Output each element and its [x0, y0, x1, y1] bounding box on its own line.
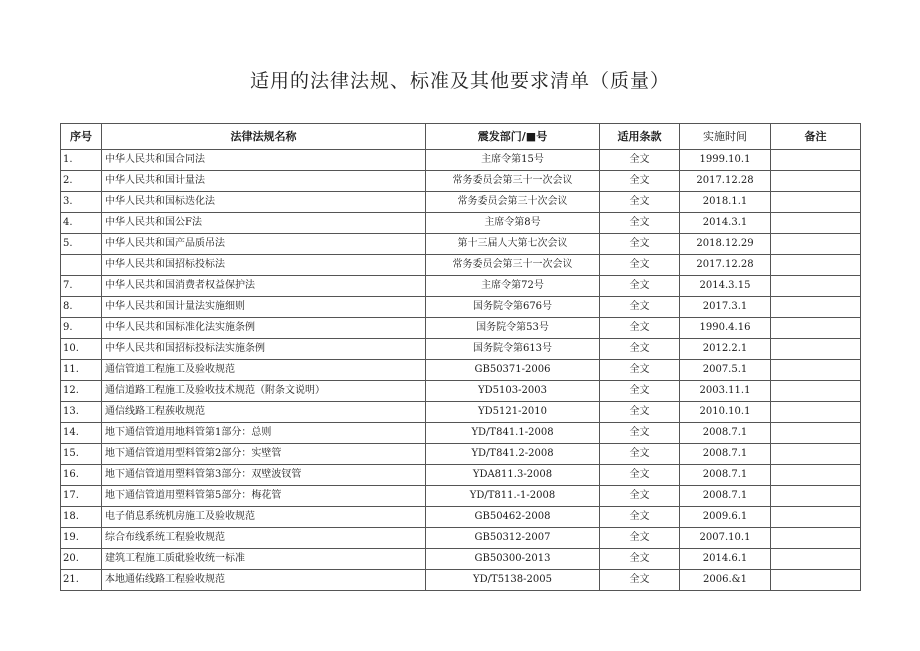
regulation-name: 建筑工程施工质砒验收统一标准 [102, 549, 426, 570]
note-cell [771, 528, 861, 549]
applicable-clause: 全文 [600, 360, 680, 381]
row-number: 5. [61, 234, 102, 255]
table-row [61, 465, 861, 486]
effective-date: 2010.10.1 [680, 402, 771, 423]
regulation-name: 地下通信管道用塑料管第5部分：梅花管 [102, 486, 426, 507]
note-cell [771, 570, 861, 591]
note-cell [771, 276, 861, 297]
regulation-name: 中华人民共和国招标投标法 [102, 255, 426, 276]
row-number [61, 255, 102, 276]
row-number: 2. [61, 171, 102, 192]
row-number: 19. [61, 528, 102, 549]
effective-date: 2009.6.1 [680, 507, 771, 528]
table-row [61, 276, 861, 297]
note-cell [771, 339, 861, 360]
applicable-clause: 全文 [600, 150, 680, 171]
row-number: 15. [61, 444, 102, 465]
regulation-name: 地下通信管道用地料管第1部分：总则 [102, 423, 426, 444]
issuing-department: YD/T841.1-2008 [426, 423, 600, 444]
effective-date: 2017.3.1 [680, 297, 771, 318]
applicable-clause: 全文 [600, 234, 680, 255]
effective-date: 2014.3.15 [680, 276, 771, 297]
effective-date: 2017.12.28 [680, 171, 771, 192]
page-title: 适用的法律法规、标准及其他要求清单（质量） [249, 70, 670, 92]
issuing-department: GB50300-2013 [426, 549, 600, 570]
note-cell [771, 213, 861, 234]
note-cell [771, 318, 861, 339]
table-row [61, 444, 861, 465]
row-number: 18. [61, 507, 102, 528]
issuing-department: 主席令第72号 [426, 276, 600, 297]
effective-date: 2008.7.1 [680, 423, 771, 444]
applicable-clause: 全文 [600, 192, 680, 213]
issuing-department: 第十三届人大第七次会议 [426, 234, 600, 255]
table-row [61, 171, 861, 192]
row-number: 20. [61, 549, 102, 570]
row-number: 21. [61, 570, 102, 591]
row-number: 8. [61, 297, 102, 318]
regulation-name: 通信线路工程蔟收规范 [102, 402, 426, 423]
applicable-clause: 全文 [600, 171, 680, 192]
note-cell [771, 549, 861, 570]
table-row [61, 381, 861, 402]
issuing-department: GB50312-2007 [426, 528, 600, 549]
regulation-name: 综合布线系统工程验收规范 [102, 528, 426, 549]
note-cell [771, 444, 861, 465]
regulation-name: 通信道路工程施工及验收技术规范（附条文说明） [102, 381, 426, 402]
header-note: 备注 [771, 124, 861, 150]
applicable-clause: 全文 [600, 318, 680, 339]
note-cell [771, 255, 861, 276]
table-row [61, 360, 861, 381]
issuing-department: GB50371-2006 [426, 360, 600, 381]
issuing-department: 常务委员会第三十次会议 [426, 192, 600, 213]
applicable-clause: 全文 [600, 423, 680, 444]
regulation-name: 中华人民共和国合同法 [102, 150, 426, 171]
row-number: 14. [61, 423, 102, 444]
note-cell [771, 402, 861, 423]
effective-date: 2003.11.1 [680, 381, 771, 402]
regulation-name: 本地通佑线路工程验收规范 [102, 570, 426, 591]
table-row [61, 234, 861, 255]
note-cell [771, 423, 861, 444]
table-row [61, 549, 861, 570]
header-date: 实施时间 [680, 124, 771, 150]
regulation-name: 中华人民共和国标准化法实施条例 [102, 318, 426, 339]
applicable-clause: 全文 [600, 549, 680, 570]
note-cell [771, 465, 861, 486]
issuing-department: 国务院令第53号 [426, 318, 600, 339]
applicable-clause: 全文 [600, 276, 680, 297]
effective-date: 2006.&1 [680, 570, 771, 591]
applicable-clause: 全文 [600, 507, 680, 528]
issuing-department: 常务委员会第三十一次会议 [426, 171, 600, 192]
row-number: 12. [61, 381, 102, 402]
applicable-clause: 全文 [600, 213, 680, 234]
regulation-name: 中华人民共和国标迭化法 [102, 192, 426, 213]
applicable-clause: 全文 [600, 381, 680, 402]
applicable-clause: 全文 [600, 486, 680, 507]
row-number: 10. [61, 339, 102, 360]
issuing-department: YD/T841.2-2008 [426, 444, 600, 465]
note-cell [771, 507, 861, 528]
table-row [61, 339, 861, 360]
table-row [61, 528, 861, 549]
applicable-clause: 全文 [600, 528, 680, 549]
row-number: 9. [61, 318, 102, 339]
row-number: 17. [61, 486, 102, 507]
effective-date: 2007.10.1 [680, 528, 771, 549]
issuing-department: YD5103-2003 [426, 381, 600, 402]
row-number: 7. [61, 276, 102, 297]
table-row [61, 318, 861, 339]
regulation-name: 中华人民共和国产品质吊法 [102, 234, 426, 255]
effective-date: 1990.4.16 [680, 318, 771, 339]
note-cell [771, 234, 861, 255]
effective-date: 1999.10.1 [680, 150, 771, 171]
row-number: 3. [61, 192, 102, 213]
applicable-clause: 全文 [600, 255, 680, 276]
note-cell [771, 192, 861, 213]
applicable-clause: 全文 [600, 444, 680, 465]
effective-date: 2008.7.1 [680, 486, 771, 507]
issuing-department: 主席令第15号 [426, 150, 600, 171]
issuing-department: 国务院令第676号 [426, 297, 600, 318]
note-cell [771, 381, 861, 402]
applicable-clause: 全文 [600, 339, 680, 360]
regulation-name: 中华人民共和国公F法 [102, 213, 426, 234]
effective-date: 2007.5.1 [680, 360, 771, 381]
applicable-clause: 全文 [600, 570, 680, 591]
regulation-name: 中华人民共和国消费者权益保护法 [102, 276, 426, 297]
table-row [61, 570, 861, 591]
effective-date: 2018.12.29 [680, 234, 771, 255]
table-row [61, 255, 861, 276]
row-number: 1. [61, 150, 102, 171]
note-cell [771, 150, 861, 171]
regulation-name: 地下通信管道用塑料管第3部分：双壁波钗管 [102, 465, 426, 486]
regulation-name: 电子俏息系统机房施工及验收规范 [102, 507, 426, 528]
effective-date: 2008.7.1 [680, 444, 771, 465]
row-number: 13. [61, 402, 102, 423]
table-row [61, 297, 861, 318]
applicable-clause: 全文 [600, 465, 680, 486]
table-row [61, 213, 861, 234]
effective-date: 2008.7.1 [680, 465, 771, 486]
effective-date: 2017.12.28 [680, 255, 771, 276]
issuing-department: YD/T5138-2005 [426, 570, 600, 591]
issuing-department: 主席令第8号 [426, 213, 600, 234]
applicable-clause: 全文 [600, 297, 680, 318]
issuing-department: YD5121-2010 [426, 402, 600, 423]
note-cell [771, 486, 861, 507]
table-row [61, 192, 861, 213]
issuing-department: 国务院令第613号 [426, 339, 600, 360]
row-number: 16. [61, 465, 102, 486]
note-cell [771, 297, 861, 318]
table-row [61, 150, 861, 171]
table-row [61, 402, 861, 423]
header-name: 法律法规名称 [102, 124, 426, 150]
note-cell [771, 360, 861, 381]
row-number: 4. [61, 213, 102, 234]
effective-date: 2014.3.1 [680, 213, 771, 234]
note-cell [771, 171, 861, 192]
table-row [61, 507, 861, 528]
regulation-name: 中华人民共和国招标投标法实施条例 [102, 339, 426, 360]
regulation-name: 中华人民共和国计量法实施细则 [102, 297, 426, 318]
issuing-department: YD/T811.-1-2008 [426, 486, 600, 507]
table-row [61, 486, 861, 507]
effective-date: 2018.1.1 [680, 192, 771, 213]
row-number: 11. [61, 360, 102, 381]
issuing-department: GB50462-2008 [426, 507, 600, 528]
header-clause: 适用条款 [600, 124, 680, 150]
header-dept: 震发部门/■号 [426, 124, 600, 150]
effective-date: 2014.6.1 [680, 549, 771, 570]
regulations-table [60, 123, 861, 591]
regulation-name: 通信管道工程施工及验收规范 [102, 360, 426, 381]
table-header-row [61, 124, 861, 150]
header-no: 序号 [61, 124, 102, 150]
issuing-department: YDA811.3-2008 [426, 465, 600, 486]
regulation-name: 地下通信管道用型料管第2部分：实壁管 [102, 444, 426, 465]
table-row [61, 423, 861, 444]
effective-date: 2012.2.1 [680, 339, 771, 360]
issuing-department: 常务委员会第三十一次会议 [426, 255, 600, 276]
regulation-name: 中华人民共和国计量法 [102, 171, 426, 192]
applicable-clause: 全文 [600, 402, 680, 423]
